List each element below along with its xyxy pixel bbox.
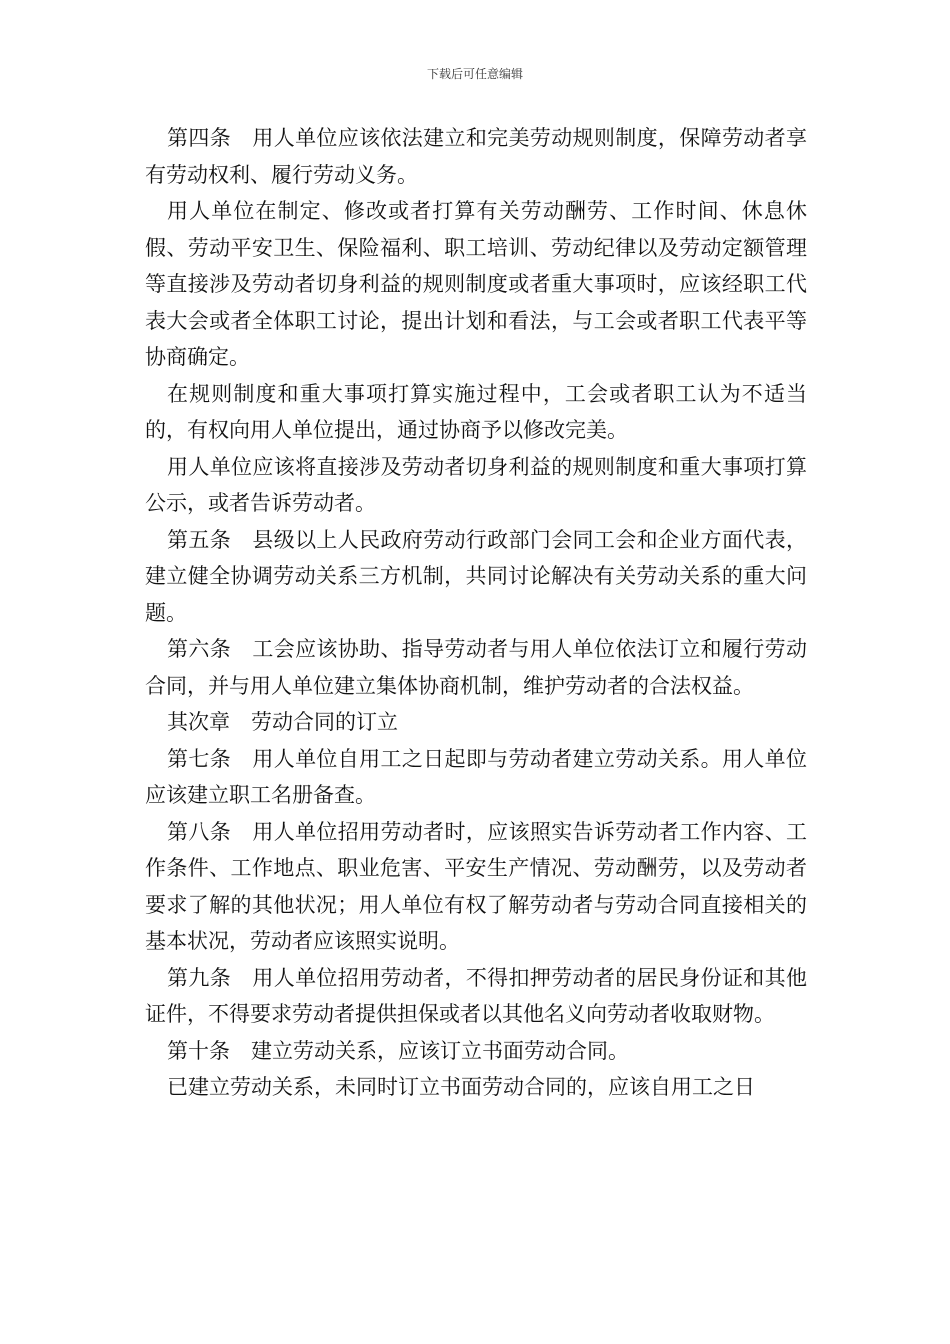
paragraph-article-6: 第六条 工会应该协助、指导劳动者与用人单位依法订立和履行劳动合同，并与用人单位建立集体协商机制，维护劳动者的合法权益。 xyxy=(145,637,807,698)
page-header: 下载后可任意编辑 xyxy=(426,67,523,81)
paragraph-rules-implementation: 在规则制度和重大事项打算实施过程中，工会或者职工认为不适当的，有权向用人单位提出，通过协商予以修改完美。 xyxy=(145,381,807,442)
paragraph-article-10: 第十条 建立劳动关系，应该订立书面劳动合同。 xyxy=(167,1038,629,1063)
paragraph-rules-formulation: 用人单位在制定、修改或者打算有关劳动酬劳、工作时间、休息休假、劳动平安卫生、保险福利、职工培训、劳动纪律以及劳动定额管理等直接涉及劳动者切身利益的规则制度或者重大事项时，应该经职工代表大会或者全体职工讨论，提出计划和看法，与工会或者职工代表平等协商确定。 xyxy=(145,199,807,369)
paragraph-rules-publicity: 用人单位应该将直接涉及劳动者切身利益的规则制度和重大事项打算公示，或者告诉劳动者。 xyxy=(145,454,807,515)
document-body xyxy=(145,120,807,1106)
paragraph-article-8: 第八条 用人单位招用劳动者时，应该照实告诉劳动者工作内容、工作条件、工作地点、职业危害、平安生产情况、劳动酬劳，以及劳动者要求了解的其他状况；用人单位有权了解劳动者与劳动合同直接相关的基本状况，劳动者应该照实说明。 xyxy=(145,819,807,953)
paragraph-written-contract: 已建立劳动关系，未同时订立书面劳动合同的，应该自用工之日 xyxy=(167,1075,755,1099)
chapter-heading: 其次章 劳动合同的订立 xyxy=(167,710,398,734)
paragraph-article-4: 第四条 用人单位应该依法建立和完美劳动规则制度，保障劳动者享有劳动权利、履行劳动义务。 xyxy=(145,126,807,187)
paragraph-article-5: 第五条 县级以上人民政府劳动行政部门会同工会和企业方面代表，建立健全协调劳动关系三方机制，共同讨论解决有关劳动关系的重大问题。 xyxy=(145,527,807,625)
paragraph-article-7: 第七条 用人单位自用工之日起即与劳动者建立劳动关系。用人单位应该建立职工名册备查。 xyxy=(145,746,807,807)
paragraph-article-9: 第九条 用人单位招用劳动者，不得扣押劳动者的居民身份证和其他证件，不得要求劳动者提供担保或者以其他名义向劳动者收取财物。 xyxy=(145,965,807,1026)
